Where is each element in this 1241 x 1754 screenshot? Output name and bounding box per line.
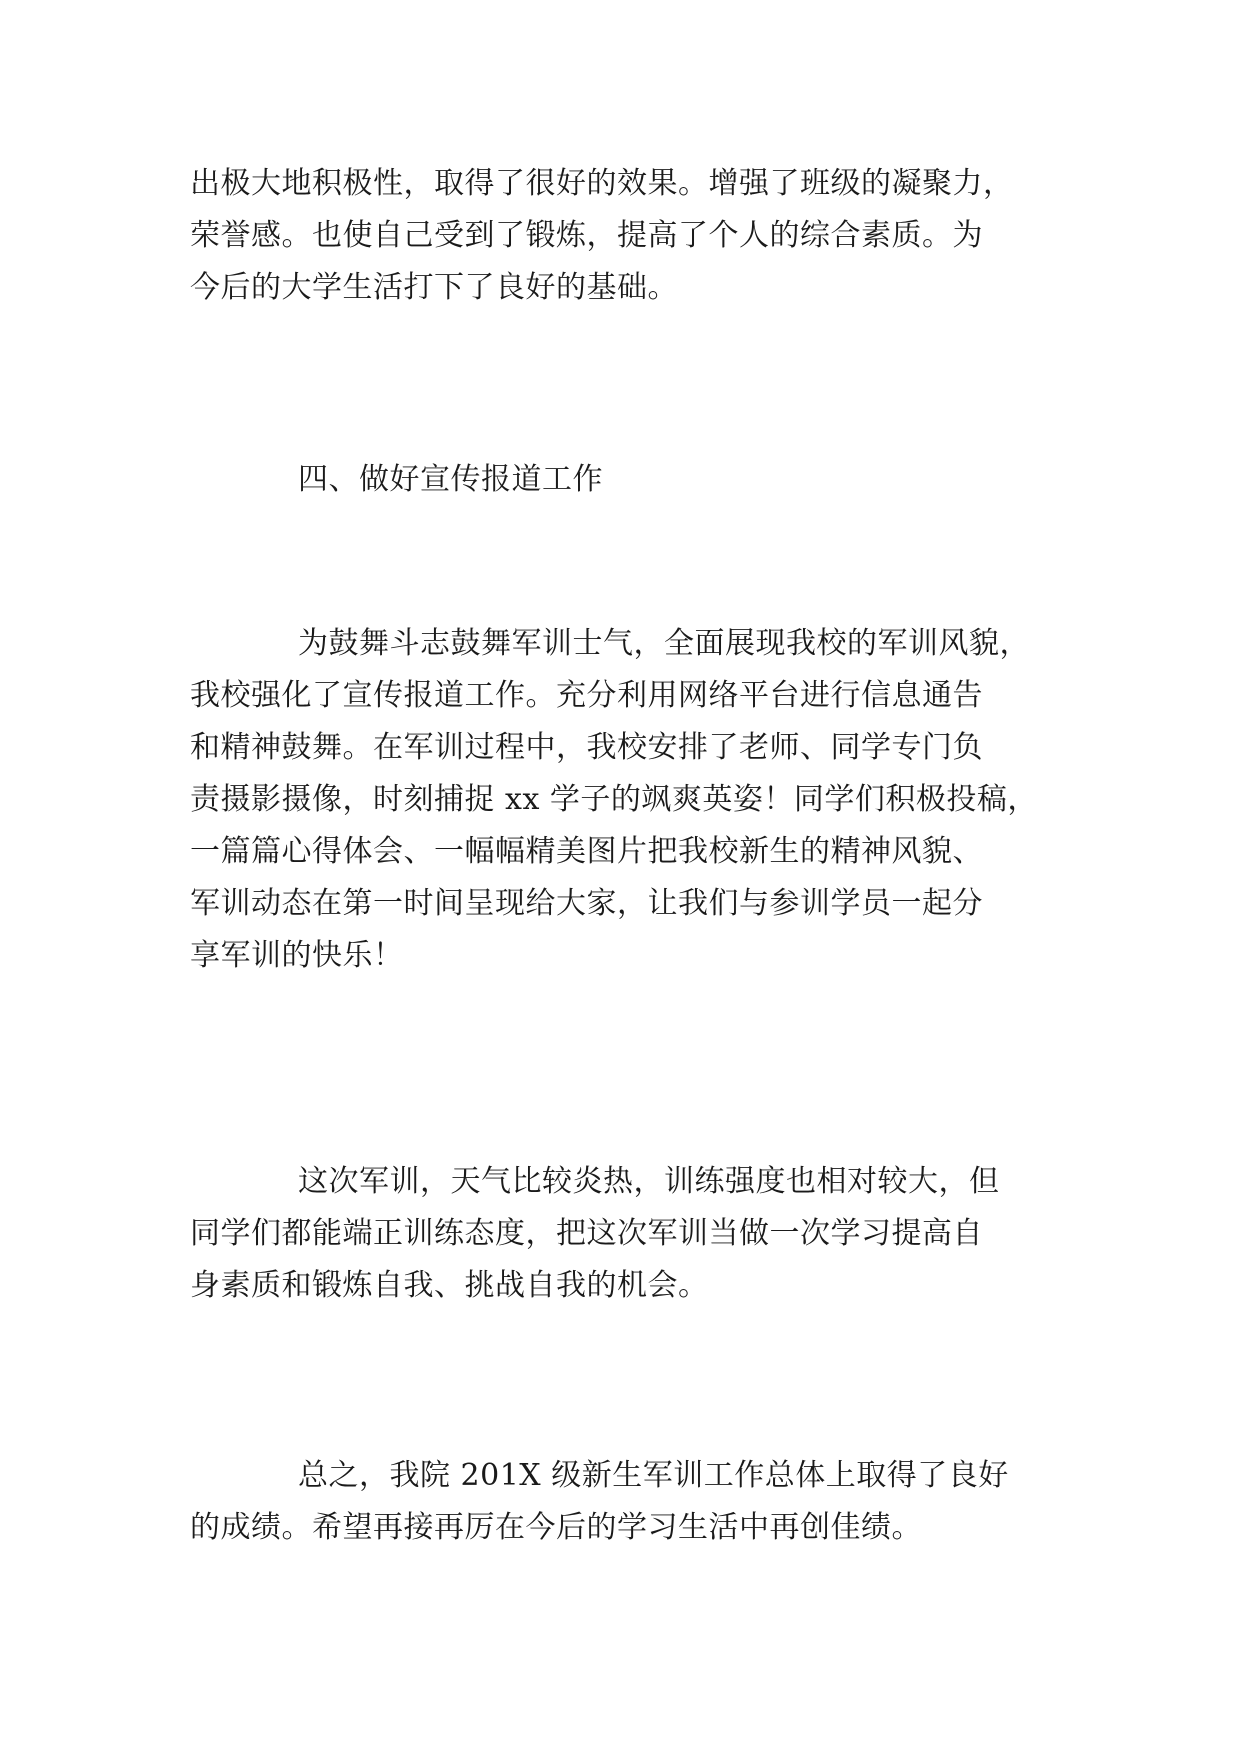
paragraph-training <box>190 1156 1070 1312</box>
text-line: 的成绩。希望再接再厉在今后的学习生活中再创佳绩。 <box>190 1510 922 1545</box>
text-line: 责摄影摄像，时刻捕捉 xx 学子的飒爽英姿！同学们积极投稿， <box>190 782 1038 817</box>
text-line: 和精神鼓舞。在军训过程中，我校安排了老师、同学专门负 <box>190 730 983 765</box>
text-line: 今后的大学生活打下了良好的基础。 <box>190 270 678 305</box>
text-line: 享军训的快乐！ <box>190 938 404 973</box>
paragraph-publicity <box>190 618 1070 982</box>
text-line: 为鼓舞斗志鼓舞军训士气，全面展现我校的军训风貌， <box>298 626 1030 661</box>
paragraph-conclusion <box>190 1450 1070 1554</box>
text-line: 身素质和锻炼自我、挑战自我的机会。 <box>190 1268 709 1303</box>
text-line: 荣誉感。也使自己受到了锻炼，提高了个人的综合素质。为 <box>190 218 983 253</box>
heading-text: 四、做好宣传报道工作 <box>298 462 603 497</box>
text-line: 同学们都能端正训练态度，把这次军训当做一次学习提高自 <box>190 1216 983 1251</box>
text-line: 出极大地积极性，取得了很好的效果。增强了班级的凝聚力， <box>190 166 1014 201</box>
section-heading <box>190 454 1070 506</box>
text-line: 我校强化了宣传报道工作。充分利用网络平台进行信息通告 <box>190 678 983 713</box>
text-line: 军训动态在第一时间呈现给大家，让我们与参训学员一起分 <box>190 886 983 921</box>
text-line: 这次军训，天气比较炎热，训练强度也相对较大，但 <box>298 1164 1000 1199</box>
text-line: 总之，我院 201X 级新生军训工作总体上取得了良好 <box>298 1458 1009 1493</box>
paragraph-continuation <box>190 158 1070 314</box>
text-line: 一篇篇心得体会、一幅幅精美图片把我校新生的精神风貌、 <box>190 834 983 869</box>
